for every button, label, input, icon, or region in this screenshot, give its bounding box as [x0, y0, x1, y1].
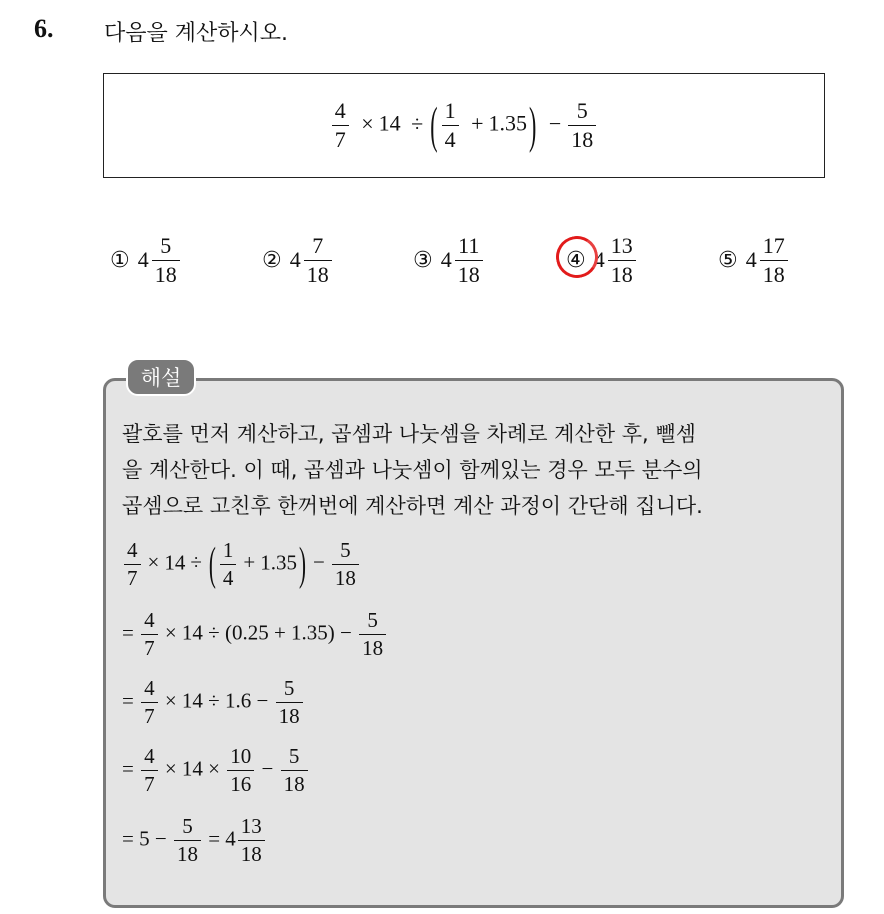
choice-whole: 4: [745, 247, 757, 272]
denominator: 18: [571, 127, 594, 152]
minus-symbol: −: [312, 550, 325, 575]
numerator: 5: [276, 678, 303, 703]
denominator: 18: [176, 842, 198, 866]
equals-symbol: =: [122, 688, 134, 713]
choice-1[interactable]: [110, 230, 182, 290]
left-paren: (: [430, 95, 438, 154]
numerator: 17: [760, 235, 788, 261]
number: 14: [378, 110, 401, 136]
times-symbol: ×: [147, 550, 160, 575]
solution-explanation: [122, 416, 834, 524]
numerator: 11: [455, 235, 483, 261]
numerator: 7: [304, 235, 332, 261]
step-expression: × 14 ×: [164, 756, 221, 781]
choice-mark: ③: [413, 247, 433, 273]
denominator: 18: [240, 842, 262, 866]
choice-3[interactable]: [413, 230, 485, 290]
number: 14: [164, 550, 186, 575]
right-paren: ): [298, 537, 306, 590]
denominator: 4: [222, 566, 234, 590]
fraction: [281, 746, 308, 795]
denominator: 18: [278, 704, 300, 728]
choice-fraction: [152, 232, 180, 287]
number: 1.35: [260, 550, 297, 575]
solution-step-1: [122, 537, 361, 590]
choice-fraction: [304, 232, 332, 287]
solution-step-5: [122, 816, 267, 865]
numerator: 5: [174, 816, 201, 841]
plus-symbol: +: [243, 550, 256, 575]
numerator: 13: [608, 235, 636, 261]
fraction: [174, 816, 201, 865]
minus-symbol: −: [548, 110, 562, 136]
denominator: 18: [334, 566, 356, 590]
choice-mark: ④: [566, 247, 586, 273]
denominator: 7: [334, 127, 346, 152]
divide-symbol: ÷: [190, 550, 202, 575]
choice-whole: 4: [137, 247, 149, 272]
question-text: 다음을 계산하시오.: [104, 21, 289, 46]
denominator: 4: [444, 127, 456, 152]
numerator: 4: [124, 540, 141, 565]
denominator: 18: [154, 261, 177, 287]
step-expression: × 14 ÷ 1.6 −: [164, 688, 269, 713]
fraction: [227, 746, 254, 795]
denominator: 18: [362, 636, 384, 660]
denominator: 7: [144, 636, 155, 660]
fraction: [276, 678, 303, 727]
numerator: 4: [141, 746, 158, 771]
choice-2[interactable]: [262, 230, 334, 290]
numerator: 13: [238, 816, 265, 841]
fraction: [141, 746, 158, 795]
fraction: [442, 100, 459, 151]
explanation-line: 괄호를 먼저 계산하고, 곱셈과 나눗셈을 차례로 계산한 후, 뺄셈: [122, 422, 696, 446]
denominator: 18: [283, 772, 305, 796]
problem-expression: [330, 95, 599, 154]
fraction: [332, 100, 349, 151]
equals-symbol: =: [122, 620, 134, 645]
numerator: 10: [227, 746, 254, 771]
explanation-line: 곱셈으로 고친후 한꺼번에 계산하면 계산 과정이 간단해 집니다.: [122, 494, 703, 518]
numerator: 5: [332, 540, 359, 565]
answer-whole: 4: [225, 826, 236, 851]
choice-mark: ⑤: [718, 247, 738, 273]
choice-fraction: [608, 232, 636, 287]
solution-label: 해설: [126, 358, 196, 396]
numerator: 5: [152, 235, 180, 261]
fraction: [332, 540, 359, 589]
equals-symbol: =: [122, 756, 134, 781]
minus-symbol: −: [261, 756, 274, 781]
denominator: 18: [610, 261, 633, 287]
equals-symbol: =: [208, 826, 221, 851]
fraction: [568, 100, 596, 151]
solution-step-3: [122, 678, 305, 727]
denominator: 18: [457, 261, 480, 287]
numerator: 4: [141, 678, 158, 703]
denominator: 7: [127, 566, 138, 590]
right-paren: ): [529, 95, 537, 154]
numerator: 4: [141, 610, 158, 635]
step-expression: × 14 ÷ (0.25 + 1.35) −: [164, 620, 352, 645]
divide-symbol: ÷: [411, 110, 424, 136]
numerator: 5: [281, 746, 308, 771]
denominator: 18: [762, 261, 785, 287]
choice-fraction: [455, 232, 483, 287]
answer-choices: [0, 230, 884, 290]
choice-whole: 4: [440, 247, 452, 272]
denominator: 7: [144, 704, 155, 728]
denominator: 18: [306, 261, 329, 287]
denominator: 16: [230, 772, 252, 796]
number: 1.35: [488, 110, 527, 136]
choice-whole: 4: [289, 247, 301, 272]
numerator: 5: [359, 610, 386, 635]
equals-symbol: =: [122, 826, 134, 851]
left-paren: (: [208, 537, 216, 590]
fraction: [141, 610, 158, 659]
choice-fraction: [760, 232, 788, 287]
choice-mark: ②: [262, 247, 282, 273]
choice-5[interactable]: [718, 230, 790, 290]
solution-step-2: [122, 610, 388, 659]
numerator: 4: [332, 100, 349, 126]
solution-step-4: [122, 746, 310, 795]
question-number: 6.: [34, 14, 54, 43]
numerator: 1: [442, 100, 459, 126]
fraction: [124, 540, 141, 589]
fraction: [220, 540, 237, 589]
step-expression: 5 −: [139, 826, 167, 851]
fraction: [141, 678, 158, 727]
choice-mark: ①: [110, 247, 130, 273]
times-symbol: ×: [361, 110, 374, 136]
fraction: [359, 610, 386, 659]
choice-whole: 4: [593, 247, 605, 272]
explanation-line: 을 계산한다. 이 때, 곱셈과 나눗셈이 함께있는 경우 모두 분수의: [122, 458, 703, 482]
problem-box: [103, 73, 825, 178]
numerator: 5: [568, 100, 596, 126]
numerator: 1: [220, 540, 237, 565]
plus-symbol: +: [471, 110, 484, 136]
denominator: 7: [144, 772, 155, 796]
fraction: [238, 816, 265, 865]
